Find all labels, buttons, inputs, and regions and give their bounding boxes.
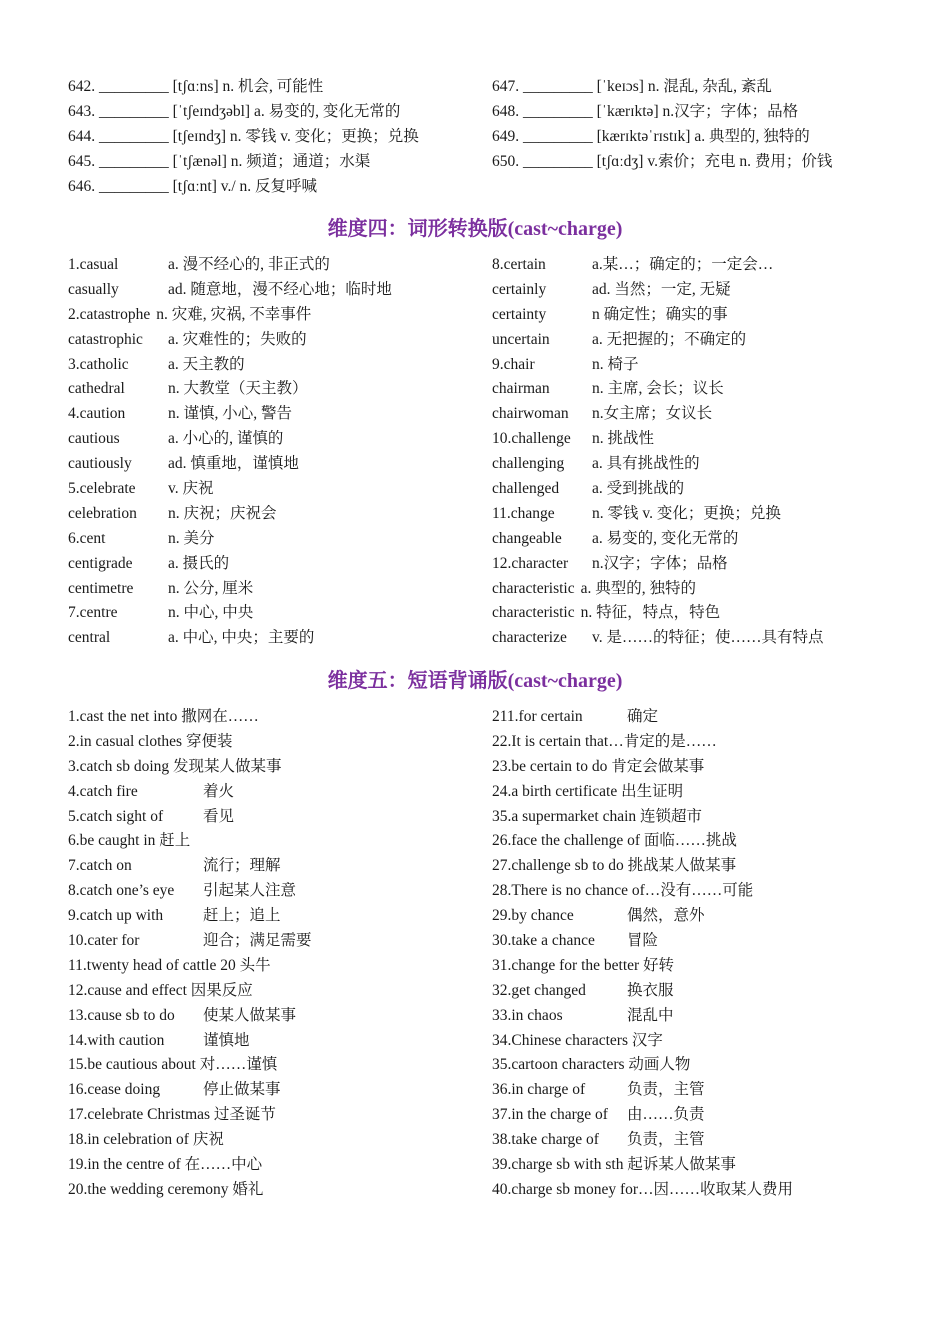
word-form-row bbox=[492, 278, 888, 303]
phrase-row bbox=[68, 1153, 492, 1178]
phrase-row bbox=[68, 879, 492, 904]
definition: n. 主席, 会长；议长 bbox=[592, 380, 724, 398]
section5-phrases bbox=[68, 705, 888, 1203]
phrase-row bbox=[68, 1103, 492, 1128]
phrase: 11.twenty head of cattle 20 头牛 bbox=[68, 956, 271, 974]
definition: n 确定性；确实的事 bbox=[592, 305, 728, 323]
word-form-row bbox=[68, 452, 492, 477]
phrase: 23.be certain to do 肯定会做某事 bbox=[492, 757, 705, 775]
section4-column-left bbox=[68, 253, 492, 651]
vocab-item: 649. _________ [kærɪktəˈrɪstɪk] a. 典型的, 独特的 bbox=[492, 127, 810, 145]
vocab-item: 647. _________ [ˈkeɪɔs] n. 混乱, 杂乱, 紊乱 bbox=[492, 78, 772, 95]
phrase-row bbox=[68, 730, 492, 755]
word-form-row bbox=[492, 601, 888, 626]
definition: ad. 随意地，漫不经心地；临时地 bbox=[168, 280, 392, 298]
phrase: 24.a birth certificate 出生证明 bbox=[492, 782, 684, 800]
word: catastrophic bbox=[68, 330, 143, 348]
definition: n. 公分, 厘米 bbox=[168, 579, 254, 597]
phrase-row bbox=[492, 954, 888, 979]
section5-title: 维度五：短语背诵版(cast~charge) bbox=[327, 670, 623, 692]
phrase-row bbox=[68, 904, 492, 929]
phrase-row bbox=[492, 829, 888, 854]
vocab-item: 642. _________ [tʃɑːns] n. 机会, 可能性 bbox=[68, 78, 324, 95]
phrase-row bbox=[492, 854, 888, 879]
phrase: 35.a supermarket chain 连锁超市 bbox=[492, 807, 703, 825]
word: cautious bbox=[68, 430, 120, 448]
phrase-row bbox=[68, 780, 492, 805]
word-form-row bbox=[68, 601, 492, 626]
word: uncertain bbox=[492, 330, 550, 348]
word-form-row bbox=[492, 253, 888, 278]
word: characteristic bbox=[492, 579, 575, 597]
word-form-row bbox=[68, 477, 492, 502]
word-form-row bbox=[492, 626, 888, 651]
phrase: 22.It is certain that…肯定的是…… bbox=[492, 732, 717, 750]
phrase: 12.cause and effect 因果反应 bbox=[68, 981, 253, 999]
phrase-row bbox=[492, 1053, 888, 1078]
word-form-row bbox=[492, 502, 888, 527]
section5-column-left bbox=[68, 705, 492, 1203]
phrase-meaning: 看见 bbox=[203, 807, 235, 825]
definition: a. 易变的, 变化无常的 bbox=[592, 529, 739, 547]
phrase: 40.charge sb money for…因……收取某人费用 bbox=[492, 1180, 794, 1198]
word-form-row bbox=[68, 427, 492, 452]
phrase: 9.catch up with bbox=[68, 907, 164, 925]
word-form-row bbox=[492, 377, 888, 402]
phrase: 211.for certain bbox=[492, 708, 583, 725]
phrase-row bbox=[68, 979, 492, 1004]
word-form-row bbox=[68, 402, 492, 427]
word-form-row bbox=[68, 577, 492, 602]
section4-column-right bbox=[492, 253, 888, 651]
definition: n. 特征，特点，特色 bbox=[580, 604, 721, 622]
phrase: 5.catch sight of bbox=[68, 807, 164, 825]
phrase-row bbox=[68, 829, 492, 854]
phrase-meaning: 偶然，意外 bbox=[627, 907, 705, 925]
phrase-row bbox=[492, 1078, 888, 1103]
phrase-meaning: 换衣服 bbox=[627, 981, 674, 999]
vocab-column-right bbox=[492, 75, 888, 199]
word: 7.centre bbox=[68, 604, 118, 622]
phrase-row bbox=[492, 1103, 888, 1128]
phrase-row bbox=[492, 904, 888, 929]
word: 9.chair bbox=[492, 355, 535, 373]
definition: ad. 慎重地，谨慎地 bbox=[168, 455, 299, 473]
phrase: 4.catch fire bbox=[68, 782, 138, 800]
vocab-item: 644. _________ [tʃeɪndʒ] n. 零钱 v. 变化；更换；兑换 bbox=[68, 127, 419, 145]
word: chairman bbox=[492, 380, 550, 398]
phrase-meaning: 着火 bbox=[203, 782, 235, 800]
phrase: 1.cast the net into 撒网在…… bbox=[68, 708, 259, 725]
vocab-item: 645. _________ [ˈtʃænəl] n. 频道；通道；水渠 bbox=[68, 152, 371, 170]
definition: a. 受到挑战的 bbox=[592, 480, 685, 498]
definition: a. 漫不经心的, 非正式的 bbox=[168, 256, 330, 273]
phrase-meaning: 负责，主管 bbox=[627, 1131, 705, 1149]
word-form-row bbox=[492, 477, 888, 502]
phrase-row bbox=[492, 780, 888, 805]
phrase-row bbox=[68, 854, 492, 879]
definition: n. 大教堂（天主教） bbox=[168, 380, 308, 398]
definition: n. 庆祝；庆祝会 bbox=[168, 504, 277, 522]
phrase: 17.celebrate Christmas 过圣诞节 bbox=[68, 1106, 276, 1124]
word: challenged bbox=[492, 480, 560, 498]
phrase-row bbox=[492, 879, 888, 904]
phrase: 28.There is no chance of…没有……可能 bbox=[492, 882, 754, 900]
phrase: 2.in casual clothes 穿便装 bbox=[68, 732, 233, 750]
phrase-row bbox=[68, 1053, 492, 1078]
word: centigrade bbox=[68, 554, 133, 572]
definition: n. 美分 bbox=[168, 529, 215, 547]
word: characterize bbox=[492, 629, 567, 647]
phrase-row bbox=[68, 805, 492, 830]
phrase-meaning: 赶上；追上 bbox=[203, 907, 281, 925]
vocab-item: 648. _________ [ˈkærɪktə] n.汉字；字体；品格 bbox=[492, 102, 799, 120]
phrase: 35.cartoon characters 动画人物 bbox=[492, 1056, 691, 1074]
word: 3.catholic bbox=[68, 355, 129, 373]
definition: n. 挑战性 bbox=[592, 430, 655, 448]
vocab-column-left bbox=[68, 75, 492, 199]
phrase-row bbox=[492, 730, 888, 755]
phrase: 31.change for the better 好转 bbox=[492, 956, 675, 974]
phrase-row bbox=[492, 805, 888, 830]
word-form-row bbox=[68, 278, 492, 303]
phrase-meaning: 使某人做某事 bbox=[203, 1006, 297, 1024]
phrase: 13.cause sb to do bbox=[68, 1006, 175, 1024]
word: celebration bbox=[68, 504, 137, 522]
phrase: 32.get changed bbox=[492, 981, 586, 999]
word-form-row bbox=[492, 552, 888, 577]
word-form-row bbox=[68, 527, 492, 552]
phrase: 27.challenge sb to do 挑战某人做某事 bbox=[492, 857, 737, 875]
phrase-row bbox=[68, 954, 492, 979]
phrase: 38.take charge of bbox=[492, 1131, 599, 1149]
phrase-meaning: 由……负责 bbox=[627, 1106, 705, 1124]
phrase-meaning: 确定 bbox=[627, 708, 659, 725]
definition: a. 天主教的 bbox=[168, 355, 245, 373]
phrase-meaning: 流行；理解 bbox=[203, 857, 281, 875]
word: challenging bbox=[492, 455, 565, 473]
word: centimetre bbox=[68, 579, 134, 597]
word: 6.cent bbox=[68, 529, 106, 547]
definition: n. 椅子 bbox=[592, 355, 639, 373]
phrase-row bbox=[492, 1178, 888, 1203]
section4-title: 维度四：词形转换版(cast~charge) bbox=[327, 218, 623, 240]
phrase: 8.catch one’s eye bbox=[68, 882, 175, 900]
phrase-meaning: 引起某人注意 bbox=[203, 882, 297, 900]
definition: a. 无把握的；不确定的 bbox=[592, 330, 747, 348]
word-form-row bbox=[492, 303, 888, 328]
word: 2.catastrophe bbox=[68, 305, 151, 323]
definition: n. 灾难, 灾祸, 不幸事件 bbox=[156, 305, 312, 323]
definition: n. 谨慎, 小心, 警告 bbox=[168, 405, 293, 423]
word: cautiously bbox=[68, 455, 132, 473]
word: characteristic bbox=[492, 604, 575, 622]
phrase-row bbox=[68, 1128, 492, 1153]
vocab-item: 646. _________ [tʃɑːnt] v./ n. 反复呼喊 bbox=[68, 177, 318, 195]
word-form-row bbox=[492, 427, 888, 452]
word-form-row bbox=[68, 552, 492, 577]
word: certainty bbox=[492, 305, 547, 323]
definition: a. 中心, 中央；主要的 bbox=[168, 629, 315, 647]
phrase-row bbox=[492, 929, 888, 954]
word-form-row bbox=[68, 377, 492, 402]
vocab-item: 650. _________ [tʃɑːdʒ] v.索价；充电 n. 费用；价钱 bbox=[492, 152, 833, 170]
phrase: 34.Chinese characters 汉字 bbox=[492, 1031, 663, 1049]
section4-word-forms bbox=[68, 253, 888, 651]
word: casually bbox=[68, 280, 119, 298]
phrase: 33.in chaos bbox=[492, 1006, 563, 1024]
phrase: 14.with caution bbox=[68, 1031, 165, 1049]
phrase-meaning: 混乱中 bbox=[627, 1006, 674, 1024]
word-form-row bbox=[68, 253, 492, 278]
phrase-row bbox=[68, 929, 492, 954]
phrase: 37.in the charge of bbox=[492, 1106, 608, 1124]
word: 4.caution bbox=[68, 405, 126, 423]
vocab-list bbox=[68, 75, 888, 199]
phrase: 19.in the centre of 在……中心 bbox=[68, 1156, 263, 1174]
phrase-row bbox=[68, 705, 492, 730]
definition: a.某…；确定的；一定会… bbox=[592, 256, 774, 273]
definition: v. 庆祝 bbox=[168, 480, 214, 498]
definition: a. 具有挑战性的 bbox=[592, 455, 700, 473]
definition: ad. 当然；一定, 无疑 bbox=[592, 280, 731, 298]
word: 8.certain bbox=[492, 256, 546, 273]
phrase-row bbox=[492, 1153, 888, 1178]
phrase-row bbox=[492, 1128, 888, 1153]
word: central bbox=[68, 629, 111, 647]
word-form-row bbox=[68, 328, 492, 353]
phrase: 30.take a chance bbox=[492, 932, 595, 950]
phrase: 29.by chance bbox=[492, 907, 574, 925]
word: 1.casual bbox=[68, 256, 119, 273]
phrase: 15.be cautious about 对……谨慎 bbox=[68, 1056, 278, 1074]
word-form-row bbox=[68, 502, 492, 527]
phrase-meaning: 冒险 bbox=[627, 932, 659, 950]
word: changeable bbox=[492, 529, 562, 547]
phrase-row bbox=[68, 1078, 492, 1103]
definition: n.女主席；女议长 bbox=[592, 405, 713, 423]
definition: a. 小心的, 谨慎的 bbox=[168, 430, 284, 448]
phrase-row bbox=[492, 755, 888, 780]
phrase-row bbox=[68, 1004, 492, 1029]
word-form-row bbox=[492, 527, 888, 552]
phrase: 7.catch on bbox=[68, 857, 132, 875]
phrase-row bbox=[492, 979, 888, 1004]
phrase: 3.catch sb doing 发现某人做某事 bbox=[68, 757, 282, 775]
phrase-meaning: 负责，主管 bbox=[627, 1081, 705, 1099]
section5-column-right bbox=[492, 705, 888, 1203]
definition: a. 摄氏的 bbox=[168, 554, 230, 572]
phrase-row bbox=[68, 1029, 492, 1054]
word: 10.challenge bbox=[492, 430, 571, 448]
phrase: 36.in charge of bbox=[492, 1081, 586, 1099]
word-form-row bbox=[68, 626, 492, 651]
word: 11.change bbox=[492, 504, 555, 522]
phrase: 6.be caught in 赶上 bbox=[68, 832, 191, 850]
word-form-row bbox=[492, 402, 888, 427]
word-form-row bbox=[68, 303, 492, 328]
phrase: 16.cease doing bbox=[68, 1081, 161, 1099]
word: 12.character bbox=[492, 554, 569, 572]
word-form-row bbox=[492, 353, 888, 378]
word: certainly bbox=[492, 280, 547, 298]
phrase-row bbox=[68, 1178, 492, 1203]
definition: n. 零钱 v. 变化；更换；兑换 bbox=[592, 504, 781, 522]
phrase-row bbox=[492, 1004, 888, 1029]
word: chairwoman bbox=[492, 405, 569, 423]
word: cathedral bbox=[68, 380, 125, 398]
phrase: 10.cater for bbox=[68, 932, 140, 950]
vocab-item: 643. _________ [ˈtʃeɪndʒəbl] a. 易变的, 变化无常的 bbox=[68, 102, 401, 120]
phrase-row bbox=[492, 705, 888, 730]
definition: a. 灾难性的；失败的 bbox=[168, 330, 307, 348]
definition: n.汉字；字体；品格 bbox=[592, 554, 728, 572]
word-form-row bbox=[492, 452, 888, 477]
definition: a. 典型的, 独特的 bbox=[580, 579, 696, 597]
phrase: 26.face the challenge of 面临……挑战 bbox=[492, 832, 737, 850]
phrase-meaning: 迎合；满足需要 bbox=[203, 932, 312, 950]
definition: v. 是……的特征；使……具有特点 bbox=[592, 629, 824, 647]
definition: n. 中心, 中央 bbox=[168, 604, 254, 622]
phrase-meaning: 停止做某事 bbox=[203, 1081, 281, 1099]
word: 5.celebrate bbox=[68, 480, 136, 498]
phrase: 20.the wedding ceremony 婚礼 bbox=[68, 1180, 264, 1198]
phrase: 18.in celebration of 庆祝 bbox=[68, 1131, 224, 1149]
phrase: 39.charge sb with sth 起诉某人做某事 bbox=[492, 1156, 736, 1174]
word-form-row bbox=[68, 353, 492, 378]
phrase-meaning: 谨慎地 bbox=[203, 1031, 250, 1049]
phrase-row bbox=[68, 755, 492, 780]
phrase-row bbox=[492, 1029, 888, 1054]
word-form-row bbox=[492, 577, 888, 602]
word-form-row bbox=[492, 328, 888, 353]
